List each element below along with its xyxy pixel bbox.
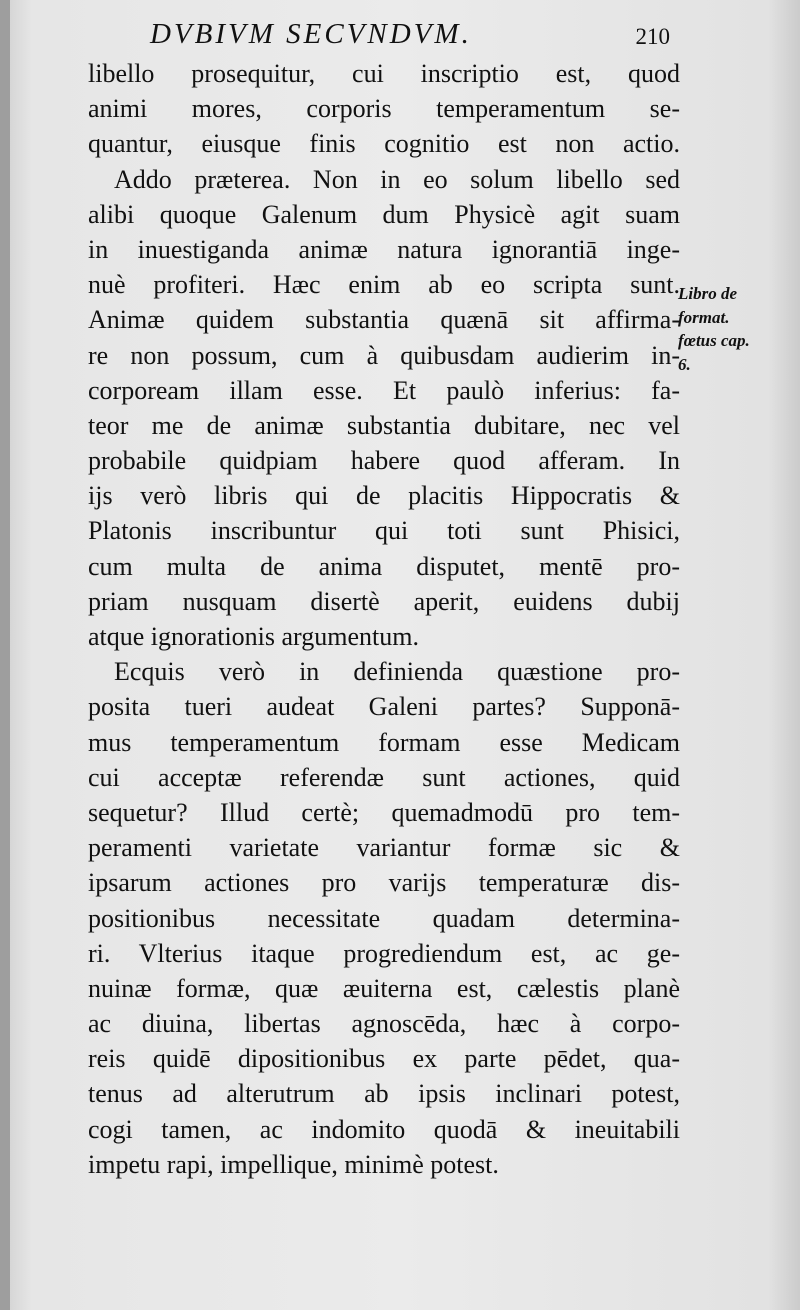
paragraph-start-line: Addo præterea. Non in eo solum libello sed	[114, 164, 680, 194]
text-line: Animæ quidem substantia quænā sit affirma-	[88, 305, 680, 335]
running-head: DVBIVM SECVNDVM.	[150, 18, 472, 50]
margin-note-line: Libro de	[678, 284, 738, 303]
page-edge-shadow	[0, 0, 10, 1310]
page-number: 210	[635, 24, 670, 49]
text-line: posita tueri audeat Galeni partes? Supponā-	[88, 692, 680, 722]
paragraph-start-line: Ecquis verò in definienda quæstione pro-	[114, 657, 680, 687]
text-line: nuinæ formæ, quæ æuiterna est, cælestis planè	[88, 973, 680, 1003]
text-line: quantur, eiusque finis cognitio est non actio.	[88, 129, 680, 159]
text-line: reis quidē dipositionibus ex parte pēdet, qua-	[88, 1044, 680, 1074]
text-line: ipsarum actiones pro varijs temperaturæ dis-	[88, 868, 680, 898]
text-line: cui acceptæ referendæ sunt actiones, quid	[88, 762, 680, 792]
text-line: ijs verò libris qui de placitis Hippocratis &	[88, 481, 680, 511]
text-line: ri. Vlterius itaque progrediendum est, ac ge-	[88, 938, 680, 968]
margin-note-line: fœtus cap.	[678, 331, 750, 350]
page-header	[150, 18, 670, 54]
text-line: nuè profiteri. Hæc enim ab eo scripta sunt.	[88, 270, 680, 300]
text-line: ac diuina, libertas agnoscēda, hæc à corpo-	[88, 1009, 680, 1039]
text-line: priam nusquam disertè aperit, euidens dubij	[88, 586, 680, 616]
margin-note-line: 6.	[678, 354, 691, 374]
text-line: probabile quidpiam habere quod afferam. In	[88, 446, 680, 476]
paragraph-end-line: atque ignorationis argumentum.	[88, 622, 419, 651]
text-line: peramenti varietate variantur formæ sic &	[88, 833, 680, 863]
paragraph-end-line: impetu rapi, impellique, minimè potest.	[88, 1149, 499, 1179]
text-line: cogi tamen, ac indomito quodā & ineuitabili	[88, 1114, 680, 1144]
text-line: sequetur? Illud certè; quemadmodū pro tem-	[88, 797, 680, 827]
margin-note-line: format.	[678, 307, 730, 327]
margin-note	[678, 282, 794, 376]
text-line: libello prosequitur, cui inscriptio est, quod	[88, 59, 680, 88]
text-line: corpoream illam esse. Et paulò inferius: fa-	[88, 375, 680, 405]
text-line: mus temperamentum formam esse Medicam	[88, 727, 680, 757]
body-text	[88, 56, 680, 1182]
text-line: teor me de animæ substantia dubitare, nec vel	[88, 410, 680, 440]
text-line: Platonis inscribuntur qui toti sunt Phisici,	[88, 516, 680, 546]
text-line: alibi quoque Galenum dum Physicè agit suam	[88, 199, 680, 229]
text-line: positionibus necessitate quadam determina-	[88, 903, 680, 933]
text-line: cum multa de anima disputet, mentē pro-	[88, 551, 680, 581]
text-line: tenus ad alterutrum ab ipsis inclinari potest,	[88, 1079, 680, 1109]
text-line: re non possum, cum à quibusdam audierim in-	[88, 340, 680, 370]
text-line: in inuestiganda animæ natura ignorantiā inge-	[88, 234, 680, 264]
text-line: animi mores, corporis temperamentum se-	[88, 94, 680, 124]
